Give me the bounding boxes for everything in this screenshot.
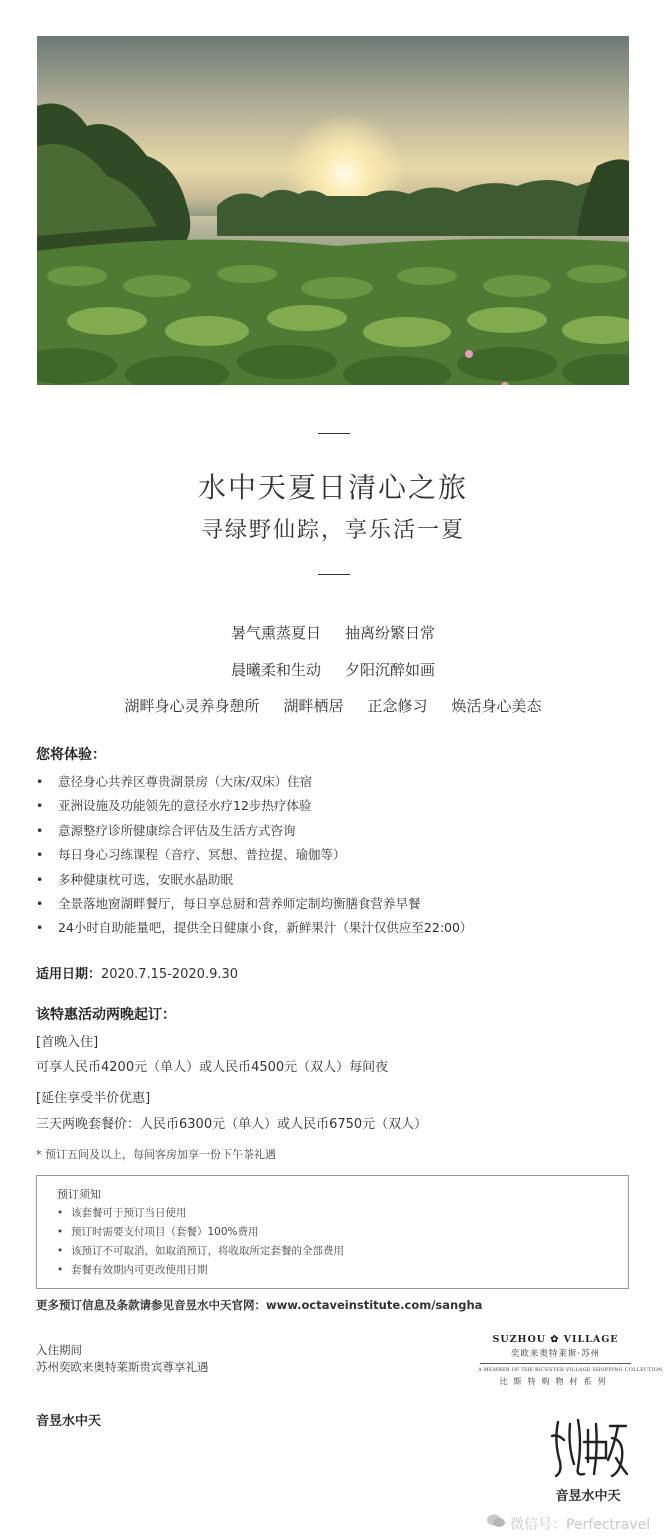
list-item: • 预订时需要支付项目（套餐）100%费用 [57,1226,259,1238]
booking-notice-list [57,1204,344,1280]
list-item: • 该套餐可于预订当日使用 [57,1207,187,1219]
extend-price: 三天两晚套餐价：人民币6300元（单人）或人民币6750元（双人） [36,1117,428,1132]
tagline-text: 夕阳沉醉如画 [345,661,436,679]
booking-notice-box [36,1175,629,1289]
tagline-text: 焕活身心美态 [451,697,542,715]
booking-notice-heading: 预订须知 [57,1188,101,1201]
list-item: • 亚洲设施及功能领先的意径水疗12步热疗体验 [36,798,312,814]
offer-heading: 该特惠活动两晚起订： [36,1007,176,1023]
suzhou-village-logo: SUZHOU ✿ VILLAGE 奕欧来奥特莱斯·苏州 A MEMBER OF THE BICESTER VILLAGE SHOPPING COLLECTION 比斯特购物村系列 [478,1334,663,1386]
first-night-label: [首晚入住] [36,1035,99,1050]
hero-image [37,36,629,385]
list-item: • 意源整疗诊所健康综合评估及生活方式咨询 [36,822,296,838]
tagline-text: 抽离纷繁日常 [345,624,436,642]
more-info-link[interactable]: 更多预订信息及条款请参见音昱水中天官网：www.octaveinstitute.com/sangha [36,1298,483,1312]
experience-heading: 您将体验： [36,747,106,763]
tagline-row-3 [0,695,666,716]
valid-dates: 适用日期：2020.7.15-2020.9.30 [36,967,239,982]
brand-name: 音昱水中天 [36,1414,102,1429]
divider-top [318,433,350,434]
wechat-icon [486,1513,506,1533]
tagline-row-2 [0,659,666,680]
tagline-text: 湖畔栖居 [283,697,344,715]
list-item: • 多种健康枕可选，安眠水晶助眠 [36,871,234,887]
tagline-text: 湖畔身心灵养身憩所 [124,697,260,715]
tagline-text: 暑气熏蒸夏日 [230,624,321,642]
divider-bottom [318,574,350,575]
page-title: 水中天夏日清心之旅 [197,471,468,504]
tagline-row-1 [0,622,666,643]
list-item: • 套餐有效期内可更改使用日期 [57,1264,208,1276]
list-item: • 每日身心习练课程（音疗、冥想、普拉提、瑜伽等） [36,847,346,863]
wechat-watermark: 微信号：Perfectravel [486,1513,650,1534]
list-item: • 24小时自助能量吧，提供全日健康小食，新鲜果汁（果汁仅供应至22:00） [36,920,473,936]
first-night-price: 可享人民币4200元（单人）或人民币4500元（双人）每间夜 [36,1060,389,1075]
sangha-logo-name: 音昱水中天 [555,1489,621,1504]
experience-list [36,770,472,941]
stay-heading: 入住期间 [36,1343,82,1357]
group-note: * 预订五间及以上，每间客房加享一份下午茶礼遇 [36,1148,276,1161]
tagline-text: 晨曦柔和生动 [230,661,321,679]
hero-illustration [37,36,629,385]
tagline-text: 正念修习 [367,697,428,715]
sangha-calligraphy-logo [548,1412,628,1480]
list-item: • 意径身心共养区尊贵湖景房（大床/双床）住宿 [36,774,313,789]
extend-label: [延住享受半价优惠] [36,1091,151,1106]
stay-text: 苏州奕欧来奥特莱斯贵宾尊享礼遇 [36,1360,209,1374]
page-subtitle: 寻绿野仙踪，享乐活一夏 [200,518,465,543]
list-item: • 该预订不可取消，如取消预订，将收取所定套餐的全部费用 [57,1245,344,1257]
list-item: • 全景落地窗湖畔餐厅，每日享总厨和营养师定制均衡膳食营养早餐 [36,895,421,911]
